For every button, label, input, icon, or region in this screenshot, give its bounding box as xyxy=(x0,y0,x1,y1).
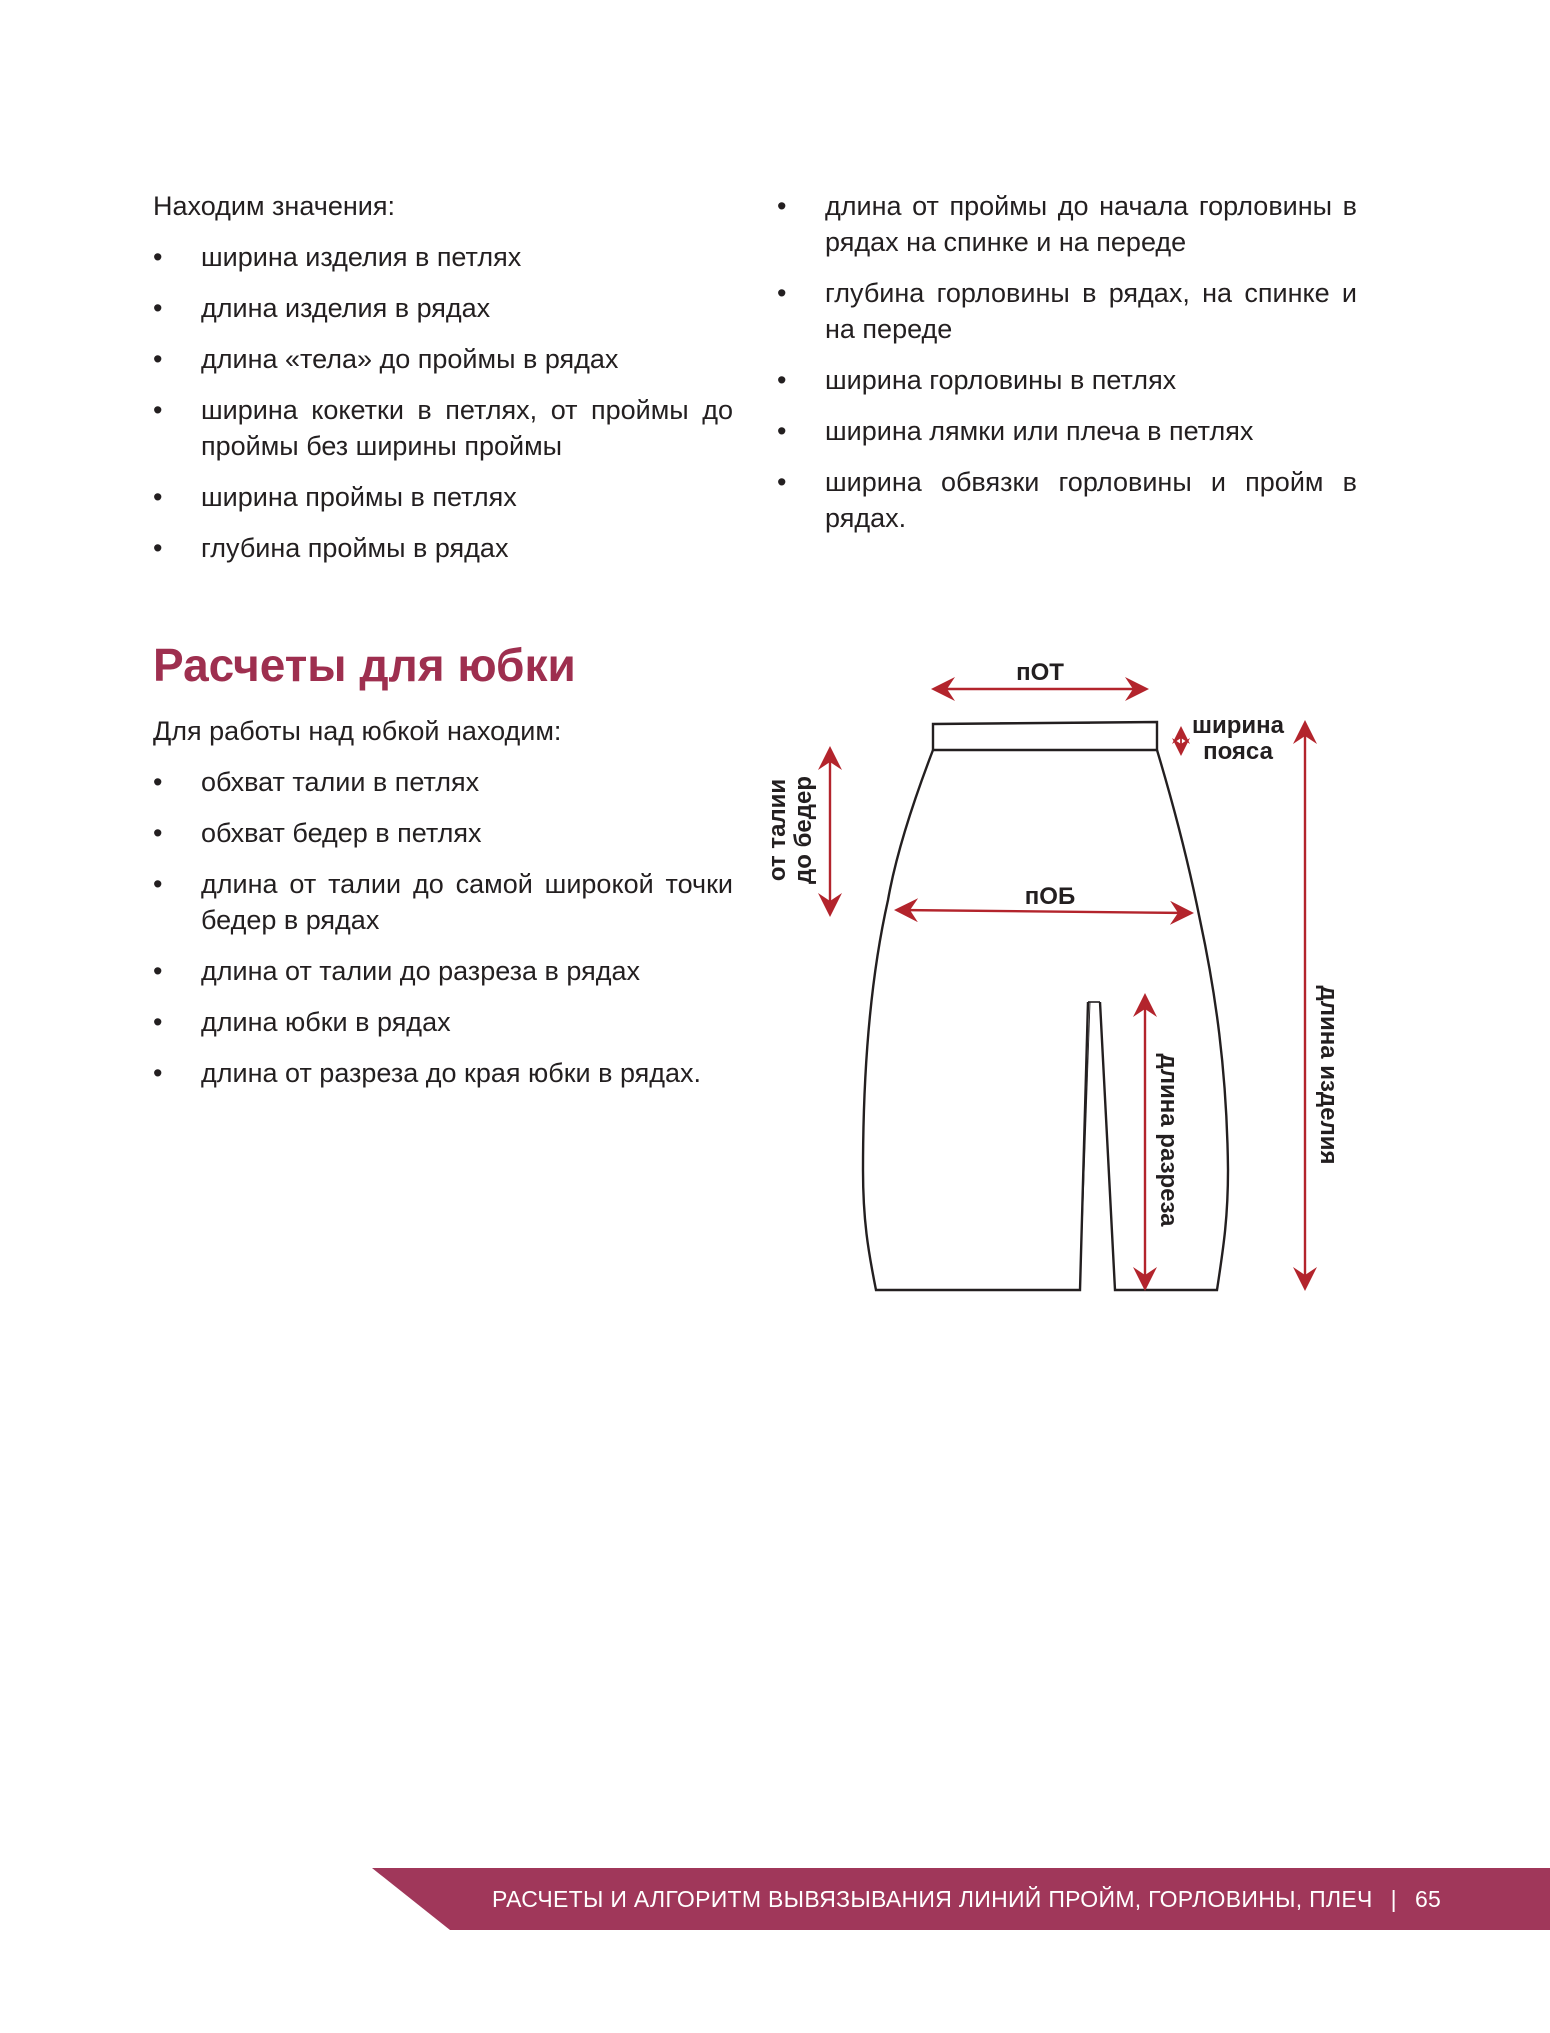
bullet-icon: • xyxy=(153,482,163,512)
list-item xyxy=(153,341,733,377)
waist-to-hips-label-line1: от талии xyxy=(764,778,791,882)
slit-inner-left xyxy=(1080,1002,1090,1290)
skirt-intro-text: Для работы над юбкой находим: xyxy=(153,716,562,746)
list-item-text: ширина изделия в петлях xyxy=(201,242,522,272)
bullet-icon: • xyxy=(777,365,787,395)
bullet-icon: • xyxy=(777,416,787,446)
waist-to-hips-label-group xyxy=(764,776,817,884)
bullet-icon: • xyxy=(153,1007,163,1037)
list-item xyxy=(153,764,733,800)
skirt-values-block xyxy=(153,713,733,1106)
item-length-label-group xyxy=(1315,985,1342,1164)
list-item-text: ширина горловины в петлях xyxy=(825,365,1177,395)
footer-text xyxy=(492,1868,1441,1930)
sweater-values-list-right xyxy=(777,188,1357,536)
list-item xyxy=(153,953,733,989)
skirt-diagram-svg xyxy=(760,650,1360,1380)
bullet-icon: • xyxy=(153,293,163,323)
list-item-text: длина от проймы до начала горловины в рядах на спинке и на переде xyxy=(825,191,1357,257)
skirt-left-panel-outline xyxy=(863,750,1088,1290)
list-item xyxy=(153,392,733,464)
sweater-values-left-column xyxy=(153,188,733,581)
footer-separator: | xyxy=(1390,1886,1397,1912)
sweater-intro-text: Находим значения: xyxy=(153,191,395,221)
list-item-text: обхват талии в петлях xyxy=(201,767,480,797)
hip-width-arrow xyxy=(898,910,1190,913)
sweater-values-list-left xyxy=(153,239,733,566)
skirt-values-list xyxy=(153,764,733,1091)
waist-width-label: пОТ xyxy=(1016,659,1064,686)
list-item-text: длина «тела» до проймы в рядах xyxy=(201,344,619,374)
skirt-section-title: Расчеты для юбки xyxy=(153,639,576,691)
list-item xyxy=(153,866,733,938)
bullet-icon: • xyxy=(777,191,787,221)
bullet-icon: • xyxy=(153,533,163,563)
list-item xyxy=(777,464,1357,536)
list-item-text: глубина проймы в рядах xyxy=(201,533,509,563)
list-item-text: глубина горловины в рядах, на спинке и на переде xyxy=(825,278,1357,344)
slit-length-label: длина разреза xyxy=(1155,1053,1182,1227)
sweater-values-right-column xyxy=(777,188,1357,551)
list-item xyxy=(777,275,1357,347)
bullet-icon: • xyxy=(777,467,787,497)
belt-width-label-line2: пояса xyxy=(1203,738,1273,765)
list-item-text: ширина проймы в петлях xyxy=(201,482,517,512)
bullet-icon: • xyxy=(153,767,163,797)
footer-chapter-title: РАСЧЕТЫ И АЛГОРИТМ ВЫВЯЗЫВАНИЯ ЛИНИЙ ПРОЙМ, ГОРЛОВИНЫ, ПЛЕЧ xyxy=(492,1886,1373,1912)
waist-to-hips-label-line2: до бедер xyxy=(790,776,817,884)
list-item-text: ширина кокетки в петлях, от проймы до проймы без ширины проймы xyxy=(201,395,733,461)
bullet-icon: • xyxy=(153,242,163,272)
list-item xyxy=(153,530,733,566)
skirt-diagram xyxy=(760,650,1360,1380)
list-item-text: ширина обвязки горловины и пройм в рядах. xyxy=(825,467,1357,533)
bullet-icon: • xyxy=(153,956,163,986)
bullet-icon: • xyxy=(153,869,163,899)
list-item xyxy=(153,1055,733,1091)
list-item-text: длина от талии до разреза в рядах xyxy=(201,956,640,986)
list-item-text: длина от талии до самой широкой точки бедер в рядах xyxy=(201,869,733,935)
list-item xyxy=(777,362,1357,398)
list-item-text: длина юбки в рядах xyxy=(201,1007,451,1037)
hip-width-label: пОБ xyxy=(1024,883,1076,910)
list-item-text: обхват бедер в петлях xyxy=(201,818,482,848)
waistband-outline xyxy=(933,722,1157,750)
skirt-waistband xyxy=(933,722,1157,750)
list-item-text: длина изделия в рядах xyxy=(201,293,491,323)
belt-width-label-line1: ширина xyxy=(1191,712,1285,739)
list-item xyxy=(153,290,733,326)
bullet-icon: • xyxy=(777,278,787,308)
slit-length-label-group xyxy=(1155,1054,1182,1228)
footer-page-number: 65 xyxy=(1414,1886,1442,1912)
list-item xyxy=(153,1004,733,1040)
list-item-text: длина от разреза до края юбки в рядах. xyxy=(201,1058,702,1088)
list-item-text: ширина лямки или плеча в петлях xyxy=(825,416,1254,446)
footer-chapter-band xyxy=(372,1868,1550,1930)
list-item xyxy=(777,413,1357,449)
bullet-icon: • xyxy=(153,1058,163,1088)
bullet-icon: • xyxy=(153,818,163,848)
bullet-icon: • xyxy=(153,395,163,425)
list-item xyxy=(777,188,1357,260)
list-item xyxy=(153,479,733,515)
list-item xyxy=(153,815,733,851)
list-item xyxy=(153,239,733,275)
bullet-icon: • xyxy=(153,344,163,374)
item-length-label: длина изделия xyxy=(1315,985,1342,1165)
